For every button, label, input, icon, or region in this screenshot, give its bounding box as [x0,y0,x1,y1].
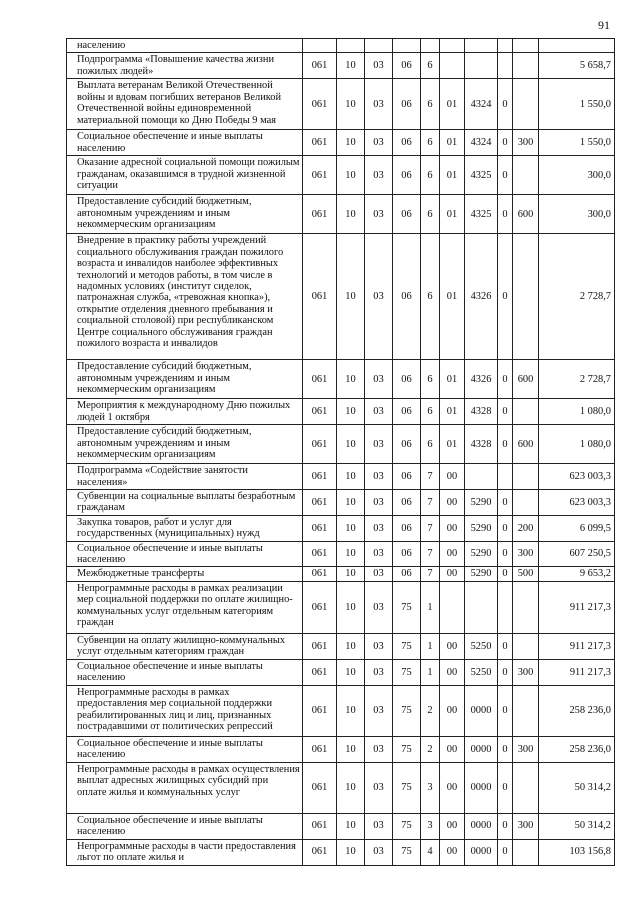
direction-code-cell [465,581,498,633]
table-row [67,360,615,399]
admin-code-cell: 061 [303,813,337,839]
section-code-cell: 10 [337,79,365,130]
amount-cell: 50 314,2 [539,813,615,839]
expense-type-cell: 300 [513,736,539,762]
subprogram-code-cell: 2 [421,736,440,762]
expense-type-cell [513,762,539,813]
program-code-cell: 06 [393,130,421,156]
direction-code-cell: 4324 [465,79,498,130]
section-code-cell: 10 [337,813,365,839]
subprogram-code-cell: 7 [421,464,440,490]
amount-cell [539,39,615,53]
subprogram-code-cell: 7 [421,515,440,541]
activity-code-cell: 00 [440,541,465,567]
admin-code-cell: 061 [303,53,337,79]
admin-code-cell: 061 [303,490,337,516]
activity-code-cell: 00 [440,490,465,516]
activity-code-cell: 00 [440,839,465,865]
table-row [67,567,615,581]
program-code-cell: 75 [393,659,421,685]
activity-code-cell: 00 [440,685,465,736]
subprogram-code-cell: 6 [421,360,440,399]
expense-name-cell: Непрограммные расходы в части предоставления льгот по оплате жилья и [67,839,303,865]
amount-cell: 5 658,7 [539,53,615,79]
activity-code-cell: 00 [440,736,465,762]
subprogram-code-cell: 4 [421,839,440,865]
direction-code-cell: 4328 [465,425,498,464]
expense-type-cell [513,234,539,360]
expense-name-cell: Социальное обеспечение и иные выплаты населению [67,736,303,762]
expense-name-cell: Субвенции на оплату жилищно-коммунальных услуг отдельным категориям граждан [67,633,303,659]
budget-table [66,38,615,866]
amount-cell: 623 003,3 [539,464,615,490]
program-code-cell: 75 [393,813,421,839]
expense-name-cell: Мероприятия к международному Дню пожилых людей 1 октября [67,399,303,425]
table-row [67,195,615,234]
direction-suffix-cell [498,39,513,53]
admin-code-cell: 061 [303,234,337,360]
expense-type-cell [513,685,539,736]
subsection-code-cell: 03 [365,156,393,195]
subprogram-code-cell [421,39,440,53]
subsection-code-cell: 03 [365,659,393,685]
activity-code-cell: 00 [440,633,465,659]
activity-code-cell: 01 [440,79,465,130]
admin-code-cell: 061 [303,685,337,736]
expense-type-cell [513,581,539,633]
program-code-cell: 75 [393,581,421,633]
subprogram-code-cell: 3 [421,813,440,839]
admin-code-cell: 061 [303,659,337,685]
expense-name-cell: Непрограммные расходы в рамках предоставления мер социальной поддержки реабилитированных лиц и лиц, признанных пострадавшими от политических репрессий [67,685,303,736]
direction-code-cell: 4326 [465,360,498,399]
activity-code-cell: 00 [440,515,465,541]
direction-suffix-cell: 0 [498,79,513,130]
subprogram-code-cell: 1 [421,659,440,685]
admin-code-cell: 061 [303,581,337,633]
subsection-code-cell: 03 [365,567,393,581]
table-row [67,633,615,659]
expense-type-cell: 300 [513,130,539,156]
direction-code-cell: 4324 [465,130,498,156]
section-code-cell: 10 [337,515,365,541]
table-body [67,39,615,866]
admin-code-cell: 061 [303,464,337,490]
expense-type-cell: 600 [513,425,539,464]
expense-name-cell: Социальное обеспечение и иные выплаты населению [67,813,303,839]
admin-code-cell: 061 [303,839,337,865]
expense-type-cell: 600 [513,360,539,399]
expense-type-cell: 500 [513,567,539,581]
program-code-cell: 75 [393,736,421,762]
table-row [67,839,615,865]
section-code-cell: 10 [337,195,365,234]
subsection-code-cell: 03 [365,53,393,79]
table-row [67,762,615,813]
subprogram-code-cell: 2 [421,685,440,736]
direction-suffix-cell: 0 [498,515,513,541]
table-row [67,581,615,633]
direction-suffix-cell: 0 [498,813,513,839]
amount-cell: 911 217,3 [539,581,615,633]
amount-cell: 9 653,2 [539,567,615,581]
activity-code-cell: 01 [440,195,465,234]
amount-cell: 300,0 [539,195,615,234]
activity-code-cell: 01 [440,156,465,195]
expense-type-cell: 300 [513,541,539,567]
activity-code-cell: 01 [440,425,465,464]
expense-type-cell: 300 [513,813,539,839]
amount-cell: 1 080,0 [539,399,615,425]
subprogram-code-cell: 6 [421,234,440,360]
expense-name-cell: Закупка товаров, работ и услуг для государственных (муниципальных) нужд [67,515,303,541]
expense-type-cell: 200 [513,515,539,541]
subsection-code-cell: 03 [365,195,393,234]
table-row [67,399,615,425]
activity-code-cell: 00 [440,813,465,839]
admin-code-cell: 061 [303,425,337,464]
direction-code-cell: 5290 [465,567,498,581]
expense-type-cell [513,399,539,425]
direction-suffix-cell: 0 [498,399,513,425]
subsection-code-cell: 03 [365,515,393,541]
activity-code-cell: 01 [440,130,465,156]
direction-suffix-cell: 0 [498,156,513,195]
program-code-cell: 06 [393,156,421,195]
program-code-cell: 75 [393,633,421,659]
subsection-code-cell: 03 [365,399,393,425]
program-code-cell [393,39,421,53]
direction-suffix-cell: 0 [498,659,513,685]
subsection-code-cell: 03 [365,490,393,516]
direction-code-cell: 4325 [465,195,498,234]
section-code-cell: 10 [337,736,365,762]
table-row [67,39,615,53]
direction-suffix-cell: 0 [498,360,513,399]
section-code-cell: 10 [337,399,365,425]
program-code-cell: 75 [393,762,421,813]
activity-code-cell: 01 [440,234,465,360]
subprogram-code-cell: 6 [421,79,440,130]
direction-code-cell: 4326 [465,234,498,360]
subsection-code-cell: 03 [365,685,393,736]
amount-cell: 1 550,0 [539,130,615,156]
amount-cell: 103 156,8 [539,839,615,865]
program-code-cell: 06 [393,79,421,130]
amount-cell: 623 003,3 [539,490,615,516]
subsection-code-cell: 03 [365,581,393,633]
subsection-code-cell: 03 [365,839,393,865]
program-code-cell: 75 [393,685,421,736]
admin-code-cell: 061 [303,399,337,425]
program-code-cell: 06 [393,515,421,541]
section-code-cell: 10 [337,130,365,156]
subsection-code-cell: 03 [365,541,393,567]
admin-code-cell: 061 [303,79,337,130]
program-code-cell: 06 [393,464,421,490]
section-code-cell: 10 [337,762,365,813]
subsection-code-cell: 03 [365,464,393,490]
direction-suffix-cell: 0 [498,425,513,464]
activity-code-cell [440,53,465,79]
section-code-cell: 10 [337,581,365,633]
expense-name-cell: Оказание адресной социальной помощи пожилым гражданам, оказавшимся в трудной жизненной ситуации [67,156,303,195]
activity-code-cell [440,581,465,633]
direction-code-cell: 0000 [465,813,498,839]
amount-cell: 1 080,0 [539,425,615,464]
expense-type-cell [513,156,539,195]
subsection-code-cell: 03 [365,736,393,762]
expense-type-cell [513,490,539,516]
section-code-cell: 10 [337,360,365,399]
table-row [67,541,615,567]
admin-code-cell: 061 [303,195,337,234]
direction-suffix-cell: 0 [498,130,513,156]
direction-suffix-cell: 0 [498,736,513,762]
section-code-cell: 10 [337,541,365,567]
section-code-cell: 10 [337,490,365,516]
direction-suffix-cell [498,464,513,490]
subprogram-code-cell: 7 [421,567,440,581]
activity-code-cell: 00 [440,659,465,685]
table-row [67,130,615,156]
direction-code-cell: 5290 [465,490,498,516]
subprogram-code-cell: 1 [421,581,440,633]
direction-suffix-cell: 0 [498,633,513,659]
direction-code-cell [465,53,498,79]
direction-code-cell: 5250 [465,659,498,685]
expense-name-cell: Непрограммные расходы в рамках осуществления выплат адресных жилищных субсидий при оплате жилья и коммунальных услуг [67,762,303,813]
expense-name-cell: Непрограммные расходы в рамках реализации мер социальной поддержки по оплате жилищно-коммунальных услуг отдельным категориям граждан [67,581,303,633]
subprogram-code-cell: 3 [421,762,440,813]
direction-code-cell: 4325 [465,156,498,195]
direction-code-cell: 5290 [465,515,498,541]
admin-code-cell: 061 [303,515,337,541]
activity-code-cell: 01 [440,360,465,399]
program-code-cell: 06 [393,490,421,516]
direction-suffix-cell: 0 [498,541,513,567]
direction-code-cell: 0000 [465,685,498,736]
direction-code-cell: 0000 [465,736,498,762]
activity-code-cell: 00 [440,567,465,581]
admin-code-cell: 061 [303,762,337,813]
subprogram-code-cell: 7 [421,490,440,516]
program-code-cell: 06 [393,360,421,399]
program-code-cell: 75 [393,839,421,865]
subprogram-code-cell: 6 [421,195,440,234]
subsection-code-cell [365,39,393,53]
subprogram-code-cell: 1 [421,633,440,659]
subprogram-code-cell: 6 [421,130,440,156]
expense-name-cell: Предоставление субсидий бюджетным, автономным учреждениям и иным некоммерческим организациям [67,360,303,399]
section-code-cell: 10 [337,156,365,195]
subprogram-code-cell: 7 [421,541,440,567]
expense-type-cell: 600 [513,195,539,234]
table-row [67,234,615,360]
table-row [67,685,615,736]
table-row [67,490,615,516]
expense-name-cell: Субвенции на социальные выплаты безработным гражданам [67,490,303,516]
subprogram-code-cell: 6 [421,399,440,425]
expense-name-cell: Межбюджетные трансферты [67,567,303,581]
subsection-code-cell: 03 [365,360,393,399]
activity-code-cell: 00 [440,762,465,813]
section-code-cell [337,39,365,53]
program-code-cell: 06 [393,53,421,79]
subprogram-code-cell: 6 [421,53,440,79]
section-code-cell: 10 [337,53,365,79]
admin-code-cell: 061 [303,567,337,581]
activity-code-cell [440,39,465,53]
direction-suffix-cell [498,581,513,633]
subsection-code-cell: 03 [365,79,393,130]
program-code-cell: 06 [393,399,421,425]
table-row [67,736,615,762]
subsection-code-cell: 03 [365,425,393,464]
expense-name-cell: Социальное обеспечение и иные выплаты населению [67,541,303,567]
section-code-cell: 10 [337,464,365,490]
program-code-cell: 06 [393,567,421,581]
direction-suffix-cell [498,53,513,79]
amount-cell: 607 250,5 [539,541,615,567]
expense-type-cell [513,79,539,130]
amount-cell: 911 217,3 [539,633,615,659]
program-code-cell: 06 [393,541,421,567]
amount-cell: 911 217,3 [539,659,615,685]
section-code-cell: 10 [337,567,365,581]
admin-code-cell: 061 [303,130,337,156]
direction-suffix-cell: 0 [498,685,513,736]
amount-cell: 2 728,7 [539,360,615,399]
activity-code-cell: 01 [440,399,465,425]
direction-suffix-cell: 0 [498,839,513,865]
subsection-code-cell: 03 [365,130,393,156]
table-row [67,53,615,79]
admin-code-cell: 061 [303,633,337,659]
program-code-cell: 06 [393,195,421,234]
direction-suffix-cell: 0 [498,567,513,581]
expense-name-cell: Предоставление субсидий бюджетным, автономным учреждениям и иным некоммерческим организациям [67,425,303,464]
table-row [67,813,615,839]
table-row [67,425,615,464]
amount-cell: 300,0 [539,156,615,195]
direction-suffix-cell: 0 [498,195,513,234]
activity-code-cell: 00 [440,464,465,490]
expense-name-cell: Подпрограмма «Содействие занятости населения» [67,464,303,490]
direction-suffix-cell: 0 [498,234,513,360]
expense-type-cell [513,633,539,659]
amount-cell: 258 236,0 [539,685,615,736]
amount-cell: 6 099,5 [539,515,615,541]
expense-name-cell: Подпрограмма «Повышение качества жизни пожилых людей» [67,53,303,79]
subprogram-code-cell: 6 [421,156,440,195]
section-code-cell: 10 [337,633,365,659]
expense-type-cell [513,464,539,490]
program-code-cell: 06 [393,234,421,360]
section-code-cell: 10 [337,685,365,736]
subsection-code-cell: 03 [365,762,393,813]
direction-code-cell [465,464,498,490]
expense-type-cell [513,53,539,79]
expense-type-cell [513,839,539,865]
table-row [67,464,615,490]
expense-type-cell [513,39,539,53]
direction-code-cell: 5250 [465,633,498,659]
admin-code-cell [303,39,337,53]
direction-suffix-cell: 0 [498,490,513,516]
admin-code-cell: 061 [303,156,337,195]
amount-cell: 258 236,0 [539,736,615,762]
direction-code-cell: 4328 [465,399,498,425]
expense-name-cell: Социальное обеспечение и иные выплаты населению [67,130,303,156]
amount-cell: 2 728,7 [539,234,615,360]
program-code-cell: 06 [393,425,421,464]
expense-name-cell: Выплата ветеранам Великой Отечественной войны и вдовам погибших ветеранов Великой Отечественной войны единовременной материальной помощи ко Дню Победы 9 мая [67,79,303,130]
expense-name-cell: Социальное обеспечение и иные выплаты населению [67,659,303,685]
subsection-code-cell: 03 [365,234,393,360]
direction-code-cell [465,39,498,53]
section-code-cell: 10 [337,839,365,865]
direction-code-cell: 0000 [465,839,498,865]
section-code-cell: 10 [337,659,365,685]
admin-code-cell: 061 [303,736,337,762]
section-code-cell: 10 [337,234,365,360]
expense-name-cell: Предоставление субсидий бюджетным, автономным учреждениям и иным некоммерческим организациям [67,195,303,234]
table-row [67,659,615,685]
direction-suffix-cell: 0 [498,762,513,813]
direction-code-cell: 5290 [465,541,498,567]
direction-code-cell: 0000 [465,762,498,813]
table-row [67,79,615,130]
table-row [67,156,615,195]
page-number: 91 [598,18,610,32]
expense-name-cell: населению [67,39,303,53]
admin-code-cell: 061 [303,541,337,567]
admin-code-cell: 061 [303,360,337,399]
subprogram-code-cell: 6 [421,425,440,464]
subsection-code-cell: 03 [365,633,393,659]
expense-name-cell: Внедрение в практику работы учреждений социального обслуживания граждан пожилого возраста и инвалидов наиболее эффективных технологий и методов работы, в том числе в надомных условиях (институт сиделок, патронажная служба, «тревожная кнопка»), открытие отделения дневного пребывания и социальной столовой) при республиканском Центре социального обслуживания граждан пожилого возраста и инвалидов [67,234,303,360]
expense-type-cell: 300 [513,659,539,685]
amount-cell: 1 550,0 [539,79,615,130]
section-code-cell: 10 [337,425,365,464]
table-row [67,515,615,541]
subsection-code-cell: 03 [365,813,393,839]
amount-cell: 50 314,2 [539,762,615,813]
